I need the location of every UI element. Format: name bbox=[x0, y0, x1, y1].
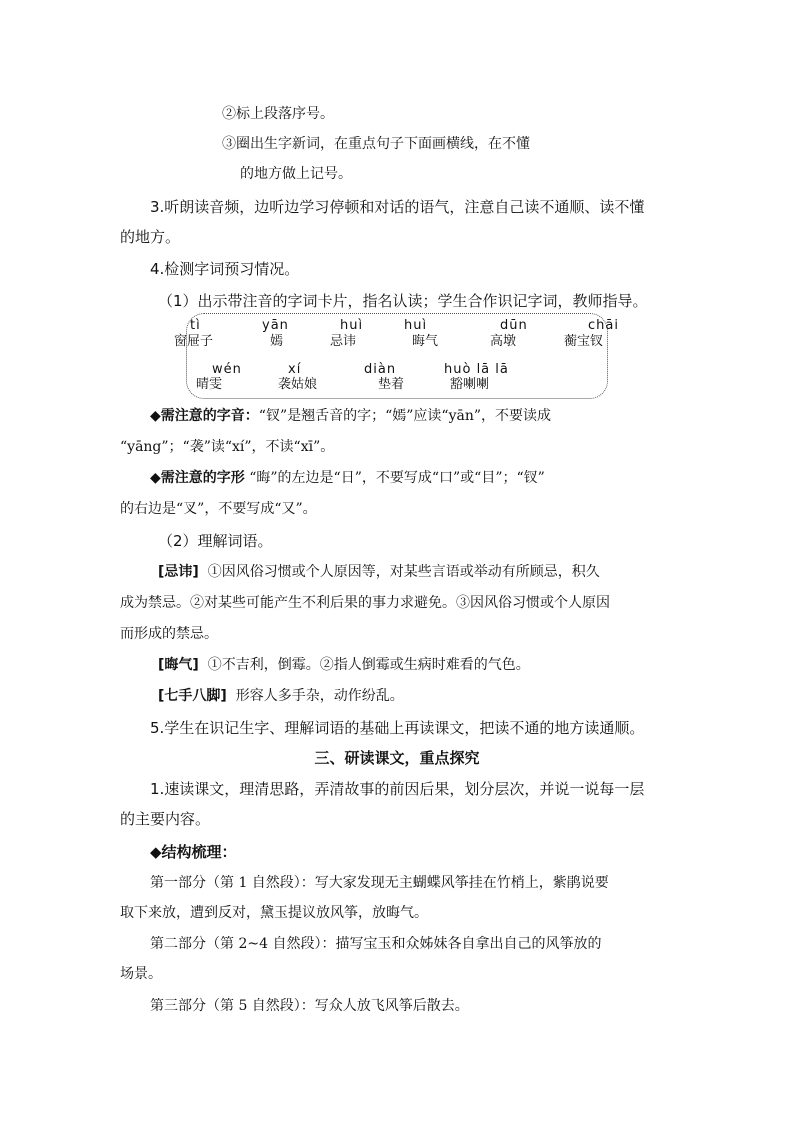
card-word: 嫣 bbox=[270, 334, 284, 349]
section-heading: 三、研读课文，重点探究 bbox=[314, 749, 480, 767]
card-word: 垫着 bbox=[378, 377, 405, 392]
step-3-line2: 的地方做上记号。 bbox=[240, 166, 352, 182]
item-3-line1: 3.听朗读音频，边听边学习停顿和对话的语气，注意自己读不通顺、读不懂 bbox=[150, 198, 645, 216]
note-shape-label: ◆需注意的字形 bbox=[150, 470, 245, 486]
word-1-line2: 成为禁忌。②对某些可能产生不利后果的事力求避免。③因风俗习惯或个人原因 bbox=[120, 595, 610, 611]
card-word: 晦气 bbox=[412, 334, 439, 349]
note-shape-line2: 的右边是“叉”，不要写成“又”。 bbox=[120, 501, 317, 517]
note-sound-line2: “yāng”；“袭”读“xí”，不读“xī”。 bbox=[120, 439, 335, 455]
item-4-title: 4.检测字词预习情况。 bbox=[150, 260, 300, 278]
word-2-def: ①不吉利，倒霉。②指人倒霉或生病时难看的气色。 bbox=[207, 657, 530, 673]
note-sound-line1 bbox=[150, 406, 551, 426]
word-1-line1 bbox=[158, 562, 600, 582]
part-1-line2: 取下来放，遭到反对，黛玉提议放风筝，放晦气。 bbox=[120, 905, 428, 921]
part-2-line1: 第二部分（第 2~4 自然段）：描写宝玉和众姊妹各自拿出自己的风筝放的 bbox=[150, 936, 602, 952]
card-word: 晴雯 bbox=[196, 377, 223, 392]
section-p1-line2: 的主要内容。 bbox=[120, 810, 211, 828]
card-pinyin: diàn bbox=[364, 362, 397, 377]
word-1-term: [忌讳] bbox=[158, 564, 199, 580]
card-word: 窗屉子 bbox=[174, 334, 214, 349]
word-1-line3: 而形成的禁忌。 bbox=[120, 626, 218, 642]
card-pinyin: xí bbox=[288, 362, 302, 377]
card-word: 袭姑娘 bbox=[278, 377, 318, 392]
card-pinyin: wén bbox=[212, 362, 242, 377]
structure-label: ◆结构梳理： bbox=[150, 843, 237, 861]
card-word: 蘅宝钗 bbox=[564, 334, 604, 349]
note-shape-text1: “晦”的左边是“日”，不要写成“口”或“目”；“钗” bbox=[249, 470, 545, 486]
word-3 bbox=[158, 686, 404, 706]
item-5: 5.学生在识记生字、理解词语的基础上再读课文，把读不通的地方读通顺。 bbox=[150, 719, 645, 737]
card-pinyin: huì bbox=[404, 318, 428, 333]
card-pinyin: yān bbox=[262, 318, 289, 333]
word-3-def: 形容人多手杂，动作纷乱。 bbox=[235, 688, 404, 704]
section-p1-line1: 1.速读课文，理清思路，弄清故事的前因后果，划分层次，并说一说每一层 bbox=[150, 780, 645, 798]
card-pinyin: chāi bbox=[588, 318, 619, 333]
part-3: 第三部分（第 5 自然段）：写众人放飞风筝后散去。 bbox=[150, 998, 469, 1014]
card-word: 忌讳 bbox=[330, 334, 357, 349]
word-1-def1: ①因风俗习惯或个人原因等，对某些言语或举动有所顾忌，积久 bbox=[207, 564, 600, 580]
note-sound-text1: “钗”是翘舌音的字；“嫣”应读“yān”，不要读成 bbox=[258, 408, 551, 424]
card-pinyin: huì bbox=[340, 318, 364, 333]
card-pinyin: tì bbox=[190, 318, 201, 333]
item-4-sub1: （1）出示带注音的字词卡片，指名认读；学生合作识记字词，教师指导。 bbox=[158, 292, 648, 310]
card-word: 高墩 bbox=[490, 334, 517, 349]
card-pinyin: huò lā lā bbox=[444, 362, 509, 377]
sub-2: （2）理解词语。 bbox=[158, 532, 273, 550]
note-sound-label: ◆需注意的字音： bbox=[150, 408, 259, 424]
note-shape-line1 bbox=[150, 468, 545, 488]
step-3-line1: ③圈出生字新词，在重点句子下面画横线，在不懂 bbox=[222, 136, 530, 152]
word-3-term: [七手八脚] bbox=[158, 688, 227, 704]
part-2-line2: 场景。 bbox=[120, 966, 162, 982]
card-word: 豁喇喇 bbox=[450, 377, 490, 392]
card-pinyin: dūn bbox=[500, 318, 528, 333]
step-2: ②标上段落序号。 bbox=[222, 106, 334, 122]
word-2 bbox=[158, 655, 530, 675]
part-1-line1: 第一部分（第 1 自然段）：写大家发现无主蝴蝶风筝挂在竹梢上，紫鹃说要 bbox=[150, 875, 609, 891]
word-2-term: [晦气] bbox=[158, 657, 199, 673]
item-3-line2: 的地方。 bbox=[120, 228, 181, 246]
